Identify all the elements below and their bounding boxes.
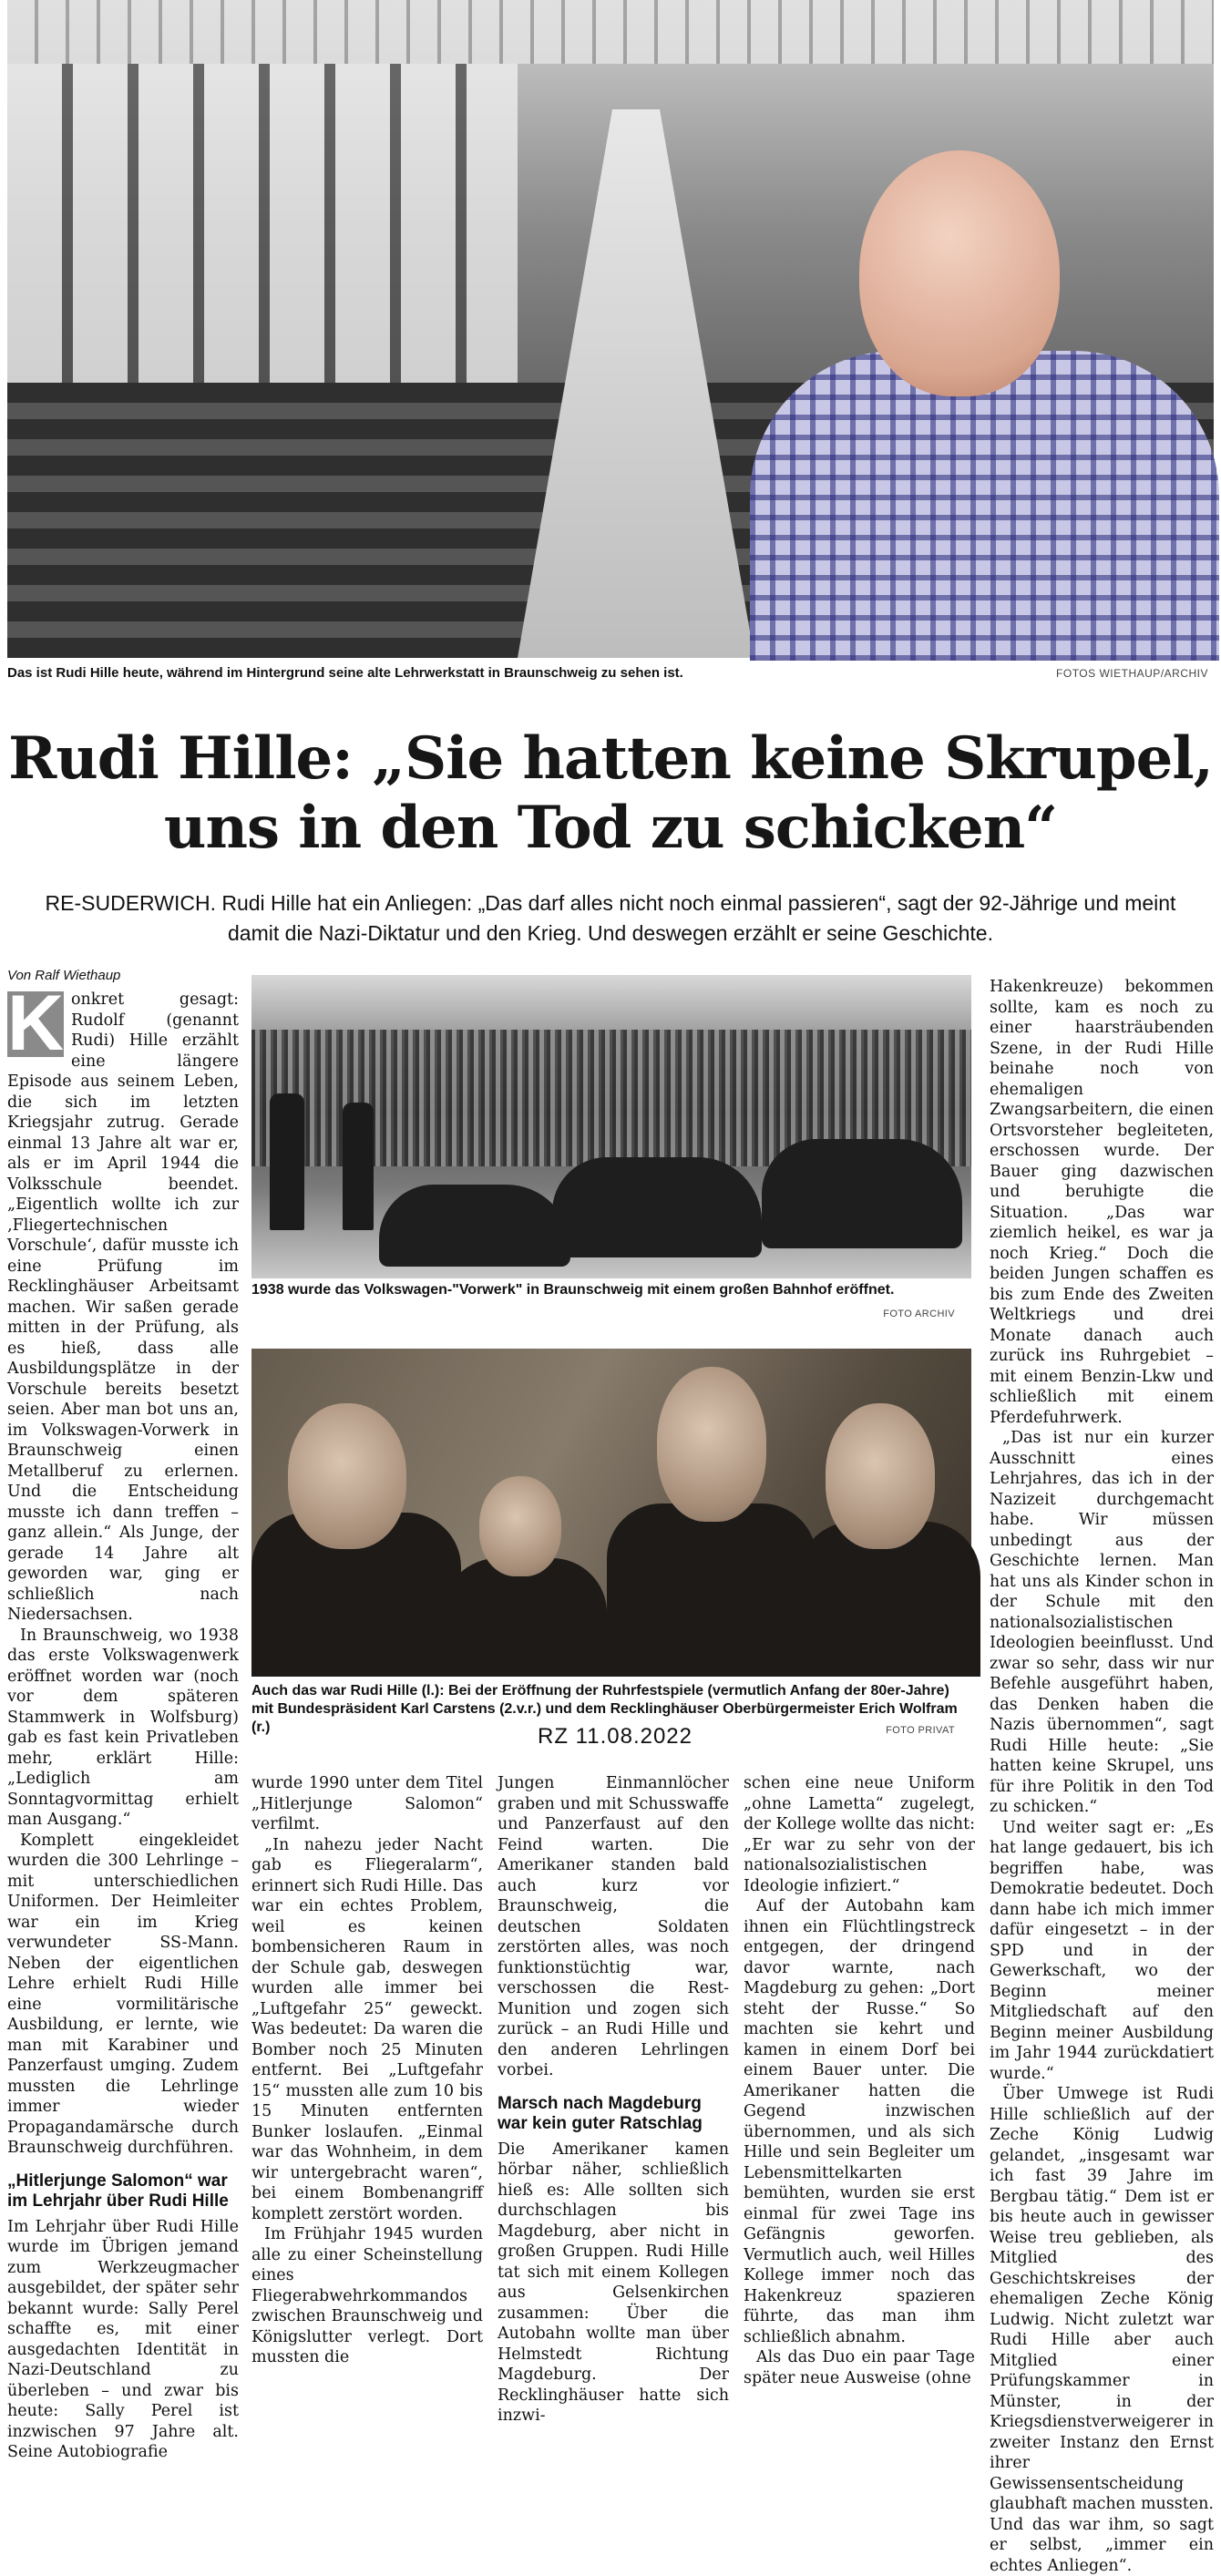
paragraph: In Braunschweig, wo 1938 das erste Volkswagenwerk eröffnet worden war (noch vor dem späteren Stammwerk in Wolfsburg) gab es fast kein Privatleben mehr, erklärt Hille: „Lediglich am Sonntagvormittag erhielt man Ausgang.“ (7, 1626, 239, 1829)
photo-person-face (479, 1476, 561, 1576)
paragraph: Über Umwege ist Rudi Hille schließlich auf der Zeche König Ludwig gelandet, „insgesamt war ich fast 39 Jahre im Bergbau tätig.“ Dem ist er bis heute auch in gewisser Weise treu geblieben, als Mitglied des Geschichtskreises der ehemaligen Zeche König Ludwig. Nicht zuletzt war Rudi Hille aber auch Mitglied einer Prüfungskammer in Münster, in der Kriegsdienstverweigerer in zweiter Instanz den Ernst ihrer Gewissensentscheidung glaubhaft machen mussten. Und das war ihm, so sagt er selbst, „immer ein echtes Anliegen“. (990, 2085, 1214, 2575)
headline (0, 724, 1221, 863)
paragraph: Die Amerikaner kamen hörbar näher, schließlich hieß es: Alle sollten sich durchschlagen bis Magdeburg, aber nicht in großen Gruppen. Rudi Hille tat sich mit einem Kollegen aus Gelsenkirchen zusammen: Über die Autobahn wollte man über Helmstedt Richtung Magdeburg. Der Recklinghäuser hatte sich inzwi- (498, 2140, 729, 2425)
article-column-2 (251, 1773, 483, 2366)
paragraph: Als das Duo ein paar Tage später neue Ausweise (ohne (744, 2348, 975, 2387)
paragraph: Im Lehrjahr über Rudi Hille wurde im Übrigen jemand zum Werkzeugmacher ausgebildet, der später sehr bekannt wurde: Sally Perel schaffte es, mit einer ausgedachten Identität in Nazi-Deutschland zu überleben – und zwar bis heute: Sally Perel ist inzwischen 97 Jahre alt. Seine Autobiografie (7, 2217, 239, 2461)
photo-volkswagen-opening (251, 975, 971, 1278)
photo-ruhrfestspiele (251, 1349, 971, 1669)
subheading: Marsch nach Magdeburg war kein guter Ratschlag (498, 2093, 703, 2133)
photo-person-suit (607, 1504, 816, 1677)
paragraph: Jungen Einmannlöcher graben und mit Schusswaffe und Panzerfaust auf den Feind warten. Die Amerikaner standen bald auch kurz vor Braunschweig, die deutschen Soldaten zerstörten alles, was noch funktionstüchtig war, verschossen die Rest-Munition und zogen sich zurück – an Rudi Hille und den anderen Lehrlingen vorbei. (498, 1774, 729, 2079)
photo-1-caption: 1938 wurde das Volkswagen-"Vorwerk" in Braunschweig mit einem großen Bahnhof eröffnet. (251, 1282, 895, 1298)
paragraph: Und weiter sagt er: „Es hat lange gedauert, bis ich begriffen habe, was Demokratie bedeutet. Doch dann habe ich mich immer dafür eingesetzt – in der SPD und in der Gewerkschaft, wo der Beginn meiner Mitgliedschaft auf den Beginn meiner Ausbildung im Jahr 1944 zurückdatiert wurde.“ (990, 1818, 1214, 2083)
hero-photo (7, 0, 1214, 658)
article-column-3 (498, 1773, 729, 2425)
photo-person-face (826, 1403, 935, 1549)
photo-car (762, 1139, 962, 1248)
paragraph: schen eine neue Uniform „ohne Lametta“ zugelegt, der Kollege wollte das nicht: „Er war zu sehr von der nationalsozialistischen Ideologie infiziert.“ (744, 1774, 976, 1895)
byline: Von Ralf Wiethaup (7, 968, 121, 983)
headline-line-2: uns in den Tod zu schicken“ (163, 794, 1058, 862)
article-column-4 (744, 1773, 976, 2387)
photo-2-caption: Auch das war Rudi Hille (l.): Bei der Eröffnung der Ruhrfestspiele (vermutlich Anfang der 80er-Jahre) mit Bundespräsident Karl Carstens (2.v.r.) und dem Recklinghäuser Oberbürgermeister Erich Wolfram (r.) (251, 1683, 958, 1735)
lead-paragraph (27, 888, 1194, 949)
photo-car (379, 1185, 570, 1267)
photo-2-credit: FOTO PRIVAT (886, 1725, 955, 1736)
hero-credit: FOTOS WIETHAUP/ARCHIV (1056, 667, 1208, 680)
photo-person-face (657, 1367, 766, 1522)
portrait-rudi-hille (750, 141, 1219, 658)
paragraph (7, 980, 239, 1626)
portrait-shirt (750, 351, 1219, 661)
paragraph: Hakenkreuze) bekommen sollte, kam es noch zu einer haarsträubenden Szene, in der Rudi Hille beinahe noch von ehemaligen Zwangsarbeitern, die einen Ortsvorsteher begleiteten, erschossen wurde. Der Bauer ging dazwischen und beruhigte die Situation. „Das war ziemlich heikel, es war ja noch Krieg.“ Doch die beiden Jungen schaffen es bis zum Ende des Zweiten Weltkriegs und drei Monate danach auch zurück ins Ruhrgebiet – mit einem Benzin-Lkw und schließlich mit einem Pferdefuhrwerk. (990, 978, 1214, 1427)
hero-caption-bar (7, 663, 1214, 683)
photo-car (552, 1157, 762, 1257)
drop-cap: K (7, 980, 65, 1067)
paragraph: Auf der Autobahn kam ihnen ein Flüchtlingstreck entgegen, der dringend davor warnte, nach Magdeburg zu gehen: „Dort steht der Russe.“ So machten sie kehrt und kamen in einem Dorf bei einem Bauer unter. Die Amerikaner hatten die Gegend inzwischen übernommen, und als sich Hille und sein Begleiter um Lebensmittelkarten bemühten, wurden sie erst einmal für zwei Tage ins Gefängnis geworfen. Vermutlich auch, weil Hilles Kollege immer noch das Hakenkreuz spazieren führte, das man ihm schließlich abnahm. (744, 1897, 975, 2346)
lead-location: RE-SUDERWICH. (45, 891, 216, 915)
paragraph: „In nahezu jeder Nacht gab es Fliegeralarm“, erinnert sich Rudi Hille. Das war ein echtes Problem, weil es keinen bombensicheren Raum in der Schule gab, deswegen wurden alle immer bei „Luftgefahr 25“ geweckt. Was bedeutet: Da waren die Bomber noch 25 Minuten entfernt. Bei „Luftgefahr 15“ mussten alle zum 10 bis 15 Minuten entfernten Bunker loslaufen. „Einmal war das Wohnheim, in dem wir untergebracht waren“, bei einem Bombenangriff komplett zerstört worden. (251, 1835, 483, 2223)
article-column-1 (7, 980, 239, 2461)
photo-soldier (270, 1093, 304, 1230)
date-stamp: RZ 11.08.2022 (538, 1724, 693, 1749)
paragraph: Komplett eingekleidet wurden die 300 Lehrlinge – mit unterschiedlichen Uniformen. Der Heimleiter war ein im Krieg verwundeter SS-Mann. Neben der eigentlichen Lehre erhielt Rudi Hille eine vormilitärische Ausbildung, er lernte, wie man mit Karabiner und Panzerfaust umging. Zudem mussten die Lehrlinge immer wieder Propagandamärsche durch Braunschweig durchführen. (7, 1831, 239, 2157)
photo-soldier (343, 1103, 374, 1230)
headline-line-1: Rudi Hille: „Sie hatten keine Skrupel, (8, 724, 1213, 793)
hero-roof (7, 0, 1214, 64)
photo-person-face (288, 1403, 406, 1549)
paragraph: Im Frühjahr 1945 wurden alle zu einer Scheinstellung eines Fliegerabwehrkommandos zwischen Braunschweig und Königslutter verlegt. Dort mussten die (251, 2225, 483, 2366)
photo-1-caption-block (251, 1281, 971, 1319)
lead-text: Rudi Hille hat ein Anliegen: „Das darf alles nicht noch einmal passieren“, sagt der 92-Jährige und meint damit die Nazi-Diktatur und den Krieg. Und deswegen erzählt er seine Geschichte. (215, 891, 1176, 945)
photo-1-credit: FOTO ARCHIV (883, 1309, 955, 1319)
paragraph: „Das ist nur ein kurzer Ausschnitt eines Lehrjahres, das ich in der Nazizeit durchgemacht habe. Wir müssen unbedingt aus der Geschichte lernen. Man hat uns als Kinder schon in der Schule mit den nationalsozialistischen Ideologien beeinflusst. Und zwar so sehr, dass wir nur Befehle ausgeführt haben, das Denken haben die Nazis übernommen“, sagt Rudi Hille heute: „Sie hatten keine Skrupel, uns für ihre Politik in den Tod zu schicken.“ (990, 1429, 1214, 1816)
portrait-head (859, 150, 1060, 396)
paragraph-text: onkret gesagt: Rudolf (genannt Rudi) Hille erzählt eine längere Episode aus seinem Leben, die sich im letzten Kriegsjahr zutrug. Gerade einmal 13 Jahre alt war er, als er im April 1944 die Volksschule beendet. „Eigentlich wollte ich zur ‚Fliegertechnischen Vorschule‘, dafür musste ich eine Prüfung im Recklinghäuser Arbeitsamt machen. Wir saßen gerade mitten in der Prüfung, als es hieß, dass alle Ausbildungsplätze in der Vorschule bereits besetzt seien. Aber man bot uns an, im Volkswagen-Vorwerk in Braunschweig einen Metallberuf zu erlernen. Und die Entscheidung musste ich dann treffen – ganz allein.“ Als Junge, der gerade 14 Jahre alt geworden war, ging er schließlich nach Niedersachsen. (7, 990, 239, 1624)
hero-caption: Das ist Rudi Hille heute, während im Hintergrund seine alte Lehrwerkstatt in Braunschweig zu sehen ist. (7, 665, 683, 681)
paragraph: wurde 1990 unter dem Titel „Hitlerjunge Salomon“ verfilmt. (251, 1774, 483, 1833)
subheading: „Hitlerjunge Salomon“ war im Lehrjahr über Rudi Hille (7, 2171, 229, 2211)
article-column-5 (990, 977, 1214, 2575)
